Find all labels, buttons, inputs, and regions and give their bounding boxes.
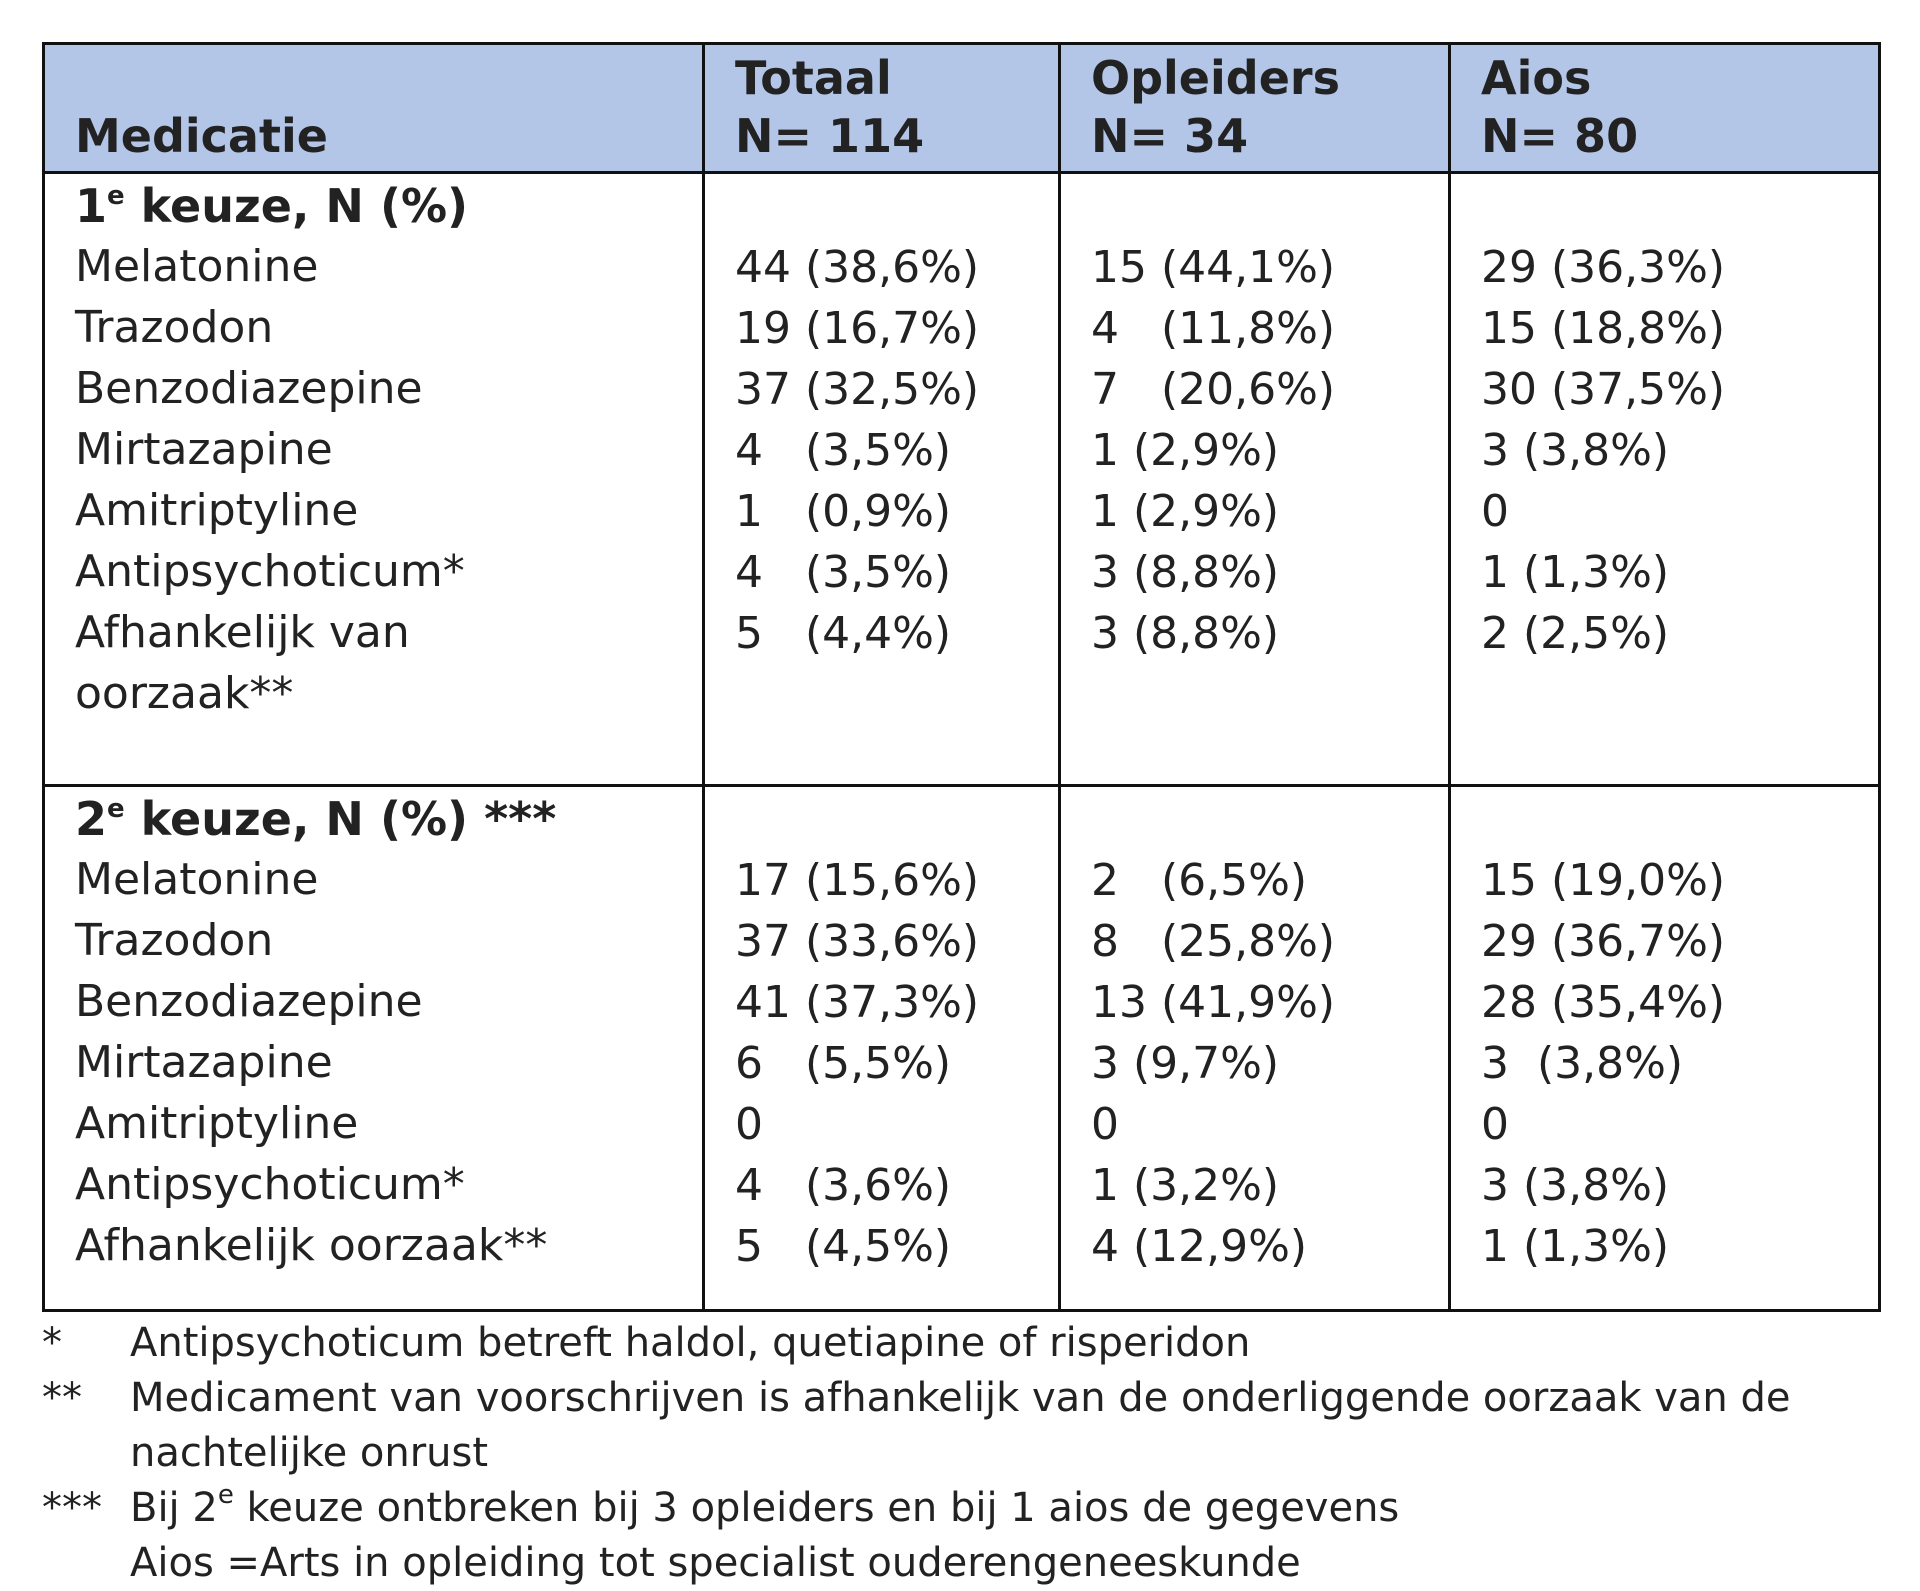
row-label: Antipsychoticum*	[75, 546, 465, 597]
cell-value: 0	[1091, 1099, 1119, 1150]
footnote-text: Bij 2e keuze ontbreken bij 3 opleiders en bij 1 aios de gegevens	[130, 1480, 1400, 1531]
cell-value: 1 (0,9%)	[735, 486, 952, 537]
header-aios-n: N= 80	[1481, 109, 1639, 163]
cell-value: 28 (35,4%)	[1481, 977, 1726, 1028]
cell-value: 0	[735, 1099, 763, 1150]
cell-value: 3 (9,7%)	[1091, 1038, 1280, 1089]
footnote-text: Antipsychoticum betreft haldol, quetiapine of risperidon	[130, 1320, 1251, 1366]
footnote-text: Aios =Arts in opleiding tot specialist ouderengeneeskunde	[130, 1540, 1301, 1586]
cell-value: 19 (16,7%)	[735, 303, 980, 354]
cell-value: 1 (3,2%)	[1091, 1160, 1280, 1211]
cell-value: 2 (6,5%)	[1091, 855, 1308, 906]
column-totaal	[704, 173, 1060, 786]
cell-value: 4 (11,8%)	[1091, 303, 1336, 354]
group-first-choice	[44, 173, 1880, 786]
column-opleiders	[1060, 173, 1450, 786]
cell-value: 37 (33,6%)	[735, 916, 980, 967]
group-title: 2e keuze, N (%) ***	[75, 792, 557, 846]
header-totaal	[704, 44, 1060, 173]
row-label: Amitriptyline	[75, 485, 359, 536]
cell-value: 1 (2,9%)	[1091, 425, 1280, 476]
footnote-1	[42, 1316, 1878, 1371]
cell-value: 1 (2,9%)	[1091, 486, 1280, 537]
cell-value: 17 (15,6%)	[735, 855, 980, 906]
column-totaal	[704, 786, 1060, 1311]
footnote-3	[42, 1481, 1878, 1536]
cell-value: 15 (18,8%)	[1481, 303, 1726, 354]
row-label: Afhankelijk van oorzaak**	[75, 607, 410, 719]
header-row	[44, 44, 1880, 173]
column-medicatie	[44, 173, 704, 786]
header-opleiders-n: N= 34	[1091, 109, 1249, 163]
document	[42, 42, 1878, 1591]
header-totaal-label: Totaal	[735, 51, 892, 105]
footnote-2	[42, 1371, 1878, 1481]
cell-value: 3 (8,8%)	[1091, 547, 1280, 598]
footnote-text: Medicament van voorschrijven is afhankelijk van de onderliggende oorzaak van de nachtelijke onrust	[130, 1375, 1791, 1476]
column-medicatie	[44, 786, 704, 1311]
row-label: Amitriptyline	[75, 1098, 359, 1149]
header-aios	[1450, 44, 1880, 173]
cell-value: 7 (20,6%)	[1091, 364, 1336, 415]
cell-value: 15 (19,0%)	[1481, 855, 1726, 906]
header-medicatie-label: Medicatie	[75, 109, 328, 163]
row-label: Trazodon	[75, 915, 274, 966]
cell-value: 0	[1481, 1099, 1509, 1150]
header-aios-label: Aios	[1481, 51, 1592, 105]
row-label: Benzodiazepine	[75, 976, 423, 1027]
cell-value: 37 (32,5%)	[735, 364, 980, 415]
cell-value: 4 (3,5%)	[735, 425, 952, 476]
cell-value: 1 (1,3%)	[1481, 1221, 1670, 1272]
group-title: 1e keuze, N (%)	[75, 179, 469, 233]
footnote-4	[42, 1536, 1878, 1591]
row-label: Melatonine	[75, 854, 319, 905]
cell-value: 8 (25,8%)	[1091, 916, 1336, 967]
footnotes	[42, 1316, 1878, 1591]
header-opleiders-label: Opleiders	[1091, 51, 1340, 105]
cell-value: 3 (3,8%)	[1481, 1160, 1670, 1211]
column-aios	[1450, 786, 1880, 1311]
footnote-mark: ***	[42, 1485, 102, 1531]
footnote-mark: *	[42, 1320, 62, 1366]
cell-value: 4 (3,5%)	[735, 547, 952, 598]
header-totaal-n: N= 114	[735, 109, 925, 163]
row-label: Antipsychoticum*	[75, 1159, 465, 1210]
cell-value: 0	[1481, 486, 1509, 537]
cell-value: 3 (3,8%)	[1481, 425, 1670, 476]
row-label: Afhankelijk oorzaak**	[75, 1220, 548, 1271]
medication-table	[42, 42, 1881, 1312]
row-label: Melatonine	[75, 241, 319, 292]
row-label: Trazodon	[75, 302, 274, 353]
cell-value: 15 (44,1%)	[1091, 242, 1336, 293]
cell-value: 3 (8,8%)	[1091, 608, 1280, 659]
footnote-mark: **	[42, 1375, 82, 1421]
row-label: Benzodiazepine	[75, 363, 423, 414]
cell-value: 4 (12,9%)	[1091, 1221, 1308, 1272]
cell-value: 30 (37,5%)	[1481, 364, 1726, 415]
column-aios	[1450, 173, 1880, 786]
cell-value: 6 (5,5%)	[735, 1038, 952, 1089]
header-opleiders	[1060, 44, 1450, 173]
cell-value: 44 (38,6%)	[735, 242, 980, 293]
cell-value: 29 (36,7%)	[1481, 916, 1726, 967]
cell-value: 4 (3,6%)	[735, 1160, 952, 1211]
row-label: Mirtazapine	[75, 424, 333, 475]
header-medicatie	[44, 44, 704, 173]
row-label: Mirtazapine	[75, 1037, 333, 1088]
cell-value: 1 (1,3%)	[1481, 547, 1670, 598]
cell-value: 5 (4,5%)	[735, 1221, 952, 1272]
cell-value: 41 (37,3%)	[735, 977, 980, 1028]
cell-value: 13 (41,9%)	[1091, 977, 1336, 1028]
cell-value: 2 (2,5%)	[1481, 608, 1670, 659]
cell-value: 29 (36,3%)	[1481, 242, 1726, 293]
column-opleiders	[1060, 786, 1450, 1311]
cell-value: 5 (4,4%)	[735, 608, 952, 659]
group-second-choice	[44, 786, 1880, 1311]
cell-value: 3 (3,8%)	[1481, 1038, 1684, 1089]
